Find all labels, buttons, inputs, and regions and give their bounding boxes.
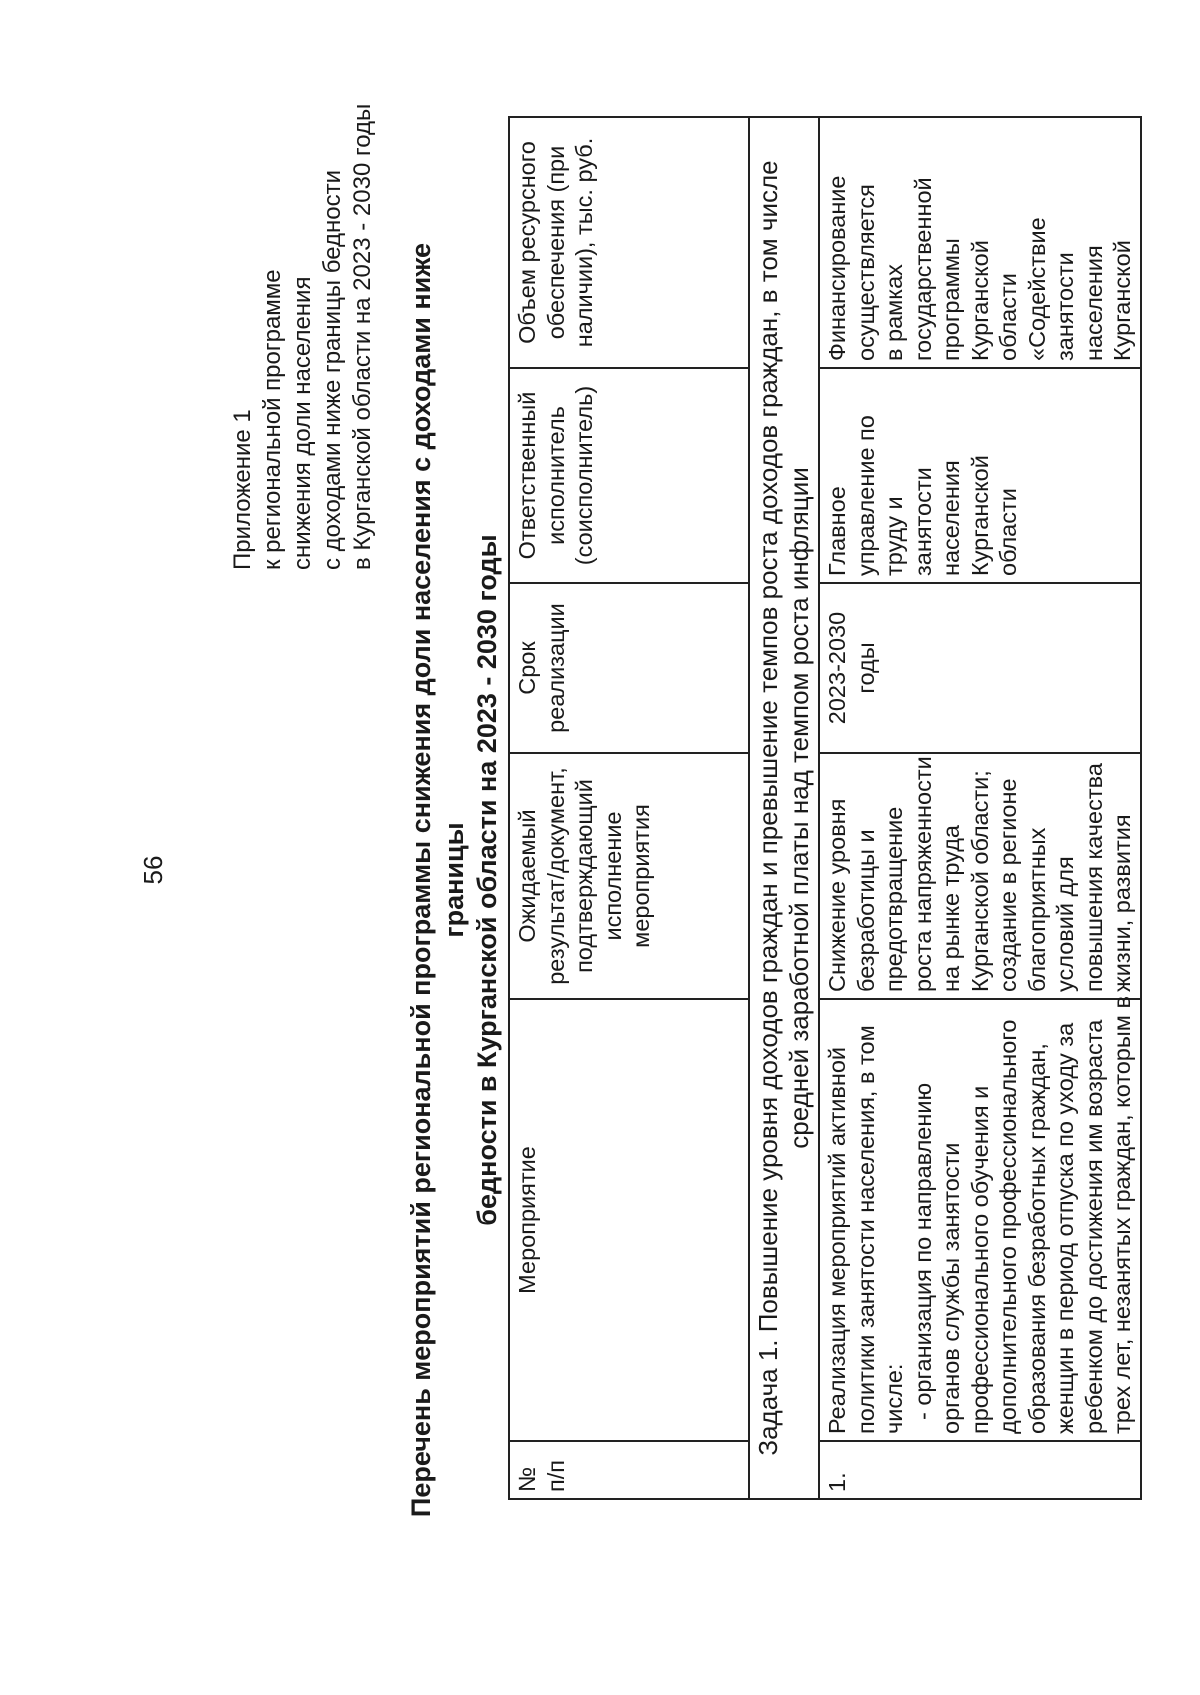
activity-line: ребенком до достижения им возраста	[1080, 1019, 1107, 1434]
executor-line: управление по	[852, 415, 879, 576]
resources-line: в рамках	[881, 264, 907, 361]
executor-line: труду и	[881, 496, 907, 576]
resources-line: государственной	[909, 177, 936, 361]
result-line: благоприятных	[1023, 827, 1050, 992]
activity-line: дополнительного профессионального	[995, 1019, 1021, 1434]
header-term: Срок реализации	[509, 583, 749, 753]
appendix-header	[228, 100, 378, 570]
executor-cell	[819, 368, 1141, 583]
header-number: № п/п	[509, 1441, 749, 1499]
resources-line: «Содействие	[1023, 217, 1050, 361]
appendix-line: в Курганской области на 2023 - 2030 годы	[349, 103, 376, 570]
result-line: Курганской области;	[966, 770, 993, 992]
result-line: безработицы и	[852, 829, 879, 992]
table-header-row	[509, 117, 749, 1499]
resources-line: занятости	[1052, 252, 1078, 361]
result-line: роста напряженности	[909, 756, 936, 992]
executor-line: области	[995, 488, 1021, 576]
term-cell	[819, 583, 1141, 753]
resources-cell	[819, 117, 1141, 368]
activity-line: органов службы занятости	[938, 1142, 964, 1434]
activity-line: числе:	[881, 1363, 907, 1434]
result-line: жизни, развития	[1109, 814, 1135, 992]
page-number: 56	[138, 855, 168, 885]
appendix-line: Приложение 1	[229, 409, 256, 570]
task-line: средней заработной платы над темпом роста инфляции	[784, 467, 814, 1149]
activity-cell	[819, 996, 1141, 1441]
result-line: условий для	[1052, 856, 1078, 992]
activity-line: Реализация мероприятий активной	[824, 1046, 850, 1434]
executor-line: Курганской	[966, 455, 993, 576]
executor-line: населения	[938, 460, 964, 576]
resources-line: Финансирование	[824, 175, 850, 361]
result-line: создание в регионе	[995, 778, 1021, 992]
result-line: Снижение уровня	[824, 798, 850, 992]
row-number: 1.	[819, 1441, 1141, 1499]
resources-line: Курганской	[1109, 240, 1135, 361]
activity-line: трех лет, незанятых граждан, которым в	[1109, 996, 1135, 1434]
executor-line: занятости	[909, 467, 936, 576]
document-title	[405, 215, 504, 1545]
result-line: предотвращение	[881, 806, 907, 992]
activities-table	[508, 116, 1142, 1500]
title-line: Перечень мероприятий региональной программы снижения доли населения с доходами ниже границы	[406, 242, 469, 1518]
appendix-line: с доходами ниже границы бедности	[319, 169, 346, 570]
activity-line: образования безработных граждан,	[1023, 1043, 1050, 1434]
result-line: повышения качества	[1080, 763, 1107, 992]
task-heading	[749, 117, 819, 1499]
resources-line: осуществляется	[852, 184, 879, 361]
result-cell	[819, 753, 1141, 999]
resources-line: программы	[938, 238, 964, 361]
activity-line: политики занятости населения, в том	[852, 1025, 879, 1434]
activity-line: - организация по направлению	[909, 1082, 936, 1420]
executor-line: Главное	[824, 486, 850, 576]
task-row	[749, 117, 819, 1499]
task-line: Задача 1. Повышение уровня доходов граждан и превышение темпов роста доходов граждан, в том числе	[753, 160, 783, 1456]
table-row	[819, 117, 1141, 1499]
term-line: годы	[852, 642, 879, 694]
term-line: 2023-2030	[824, 611, 850, 725]
result-line: на рынке труда	[938, 825, 964, 992]
appendix-line: снижения доли населения	[289, 276, 316, 570]
header-activity: Мероприятие	[509, 999, 749, 1441]
header-resources: Объем ресурсного обеспечения (при наличии), тыс. руб.	[509, 117, 749, 368]
header-executor: Ответственный исполнитель (соисполнитель)	[509, 368, 749, 583]
resources-line: области	[995, 273, 1021, 361]
resources-line: населения	[1080, 245, 1107, 361]
header-result: Ожидаемый результат/документ, подтверждающий исполнение мероприятия	[509, 753, 749, 999]
activity-line: женщин в период отпуска по уходу за	[1052, 1022, 1078, 1434]
resources-line: Курганской	[966, 240, 993, 361]
appendix-line: к региональной программе	[259, 269, 286, 570]
title-line: бедности в Курганской области на 2023 - 2030 годы	[472, 534, 502, 1226]
activity-line: профессионального обучения и	[966, 1085, 993, 1434]
